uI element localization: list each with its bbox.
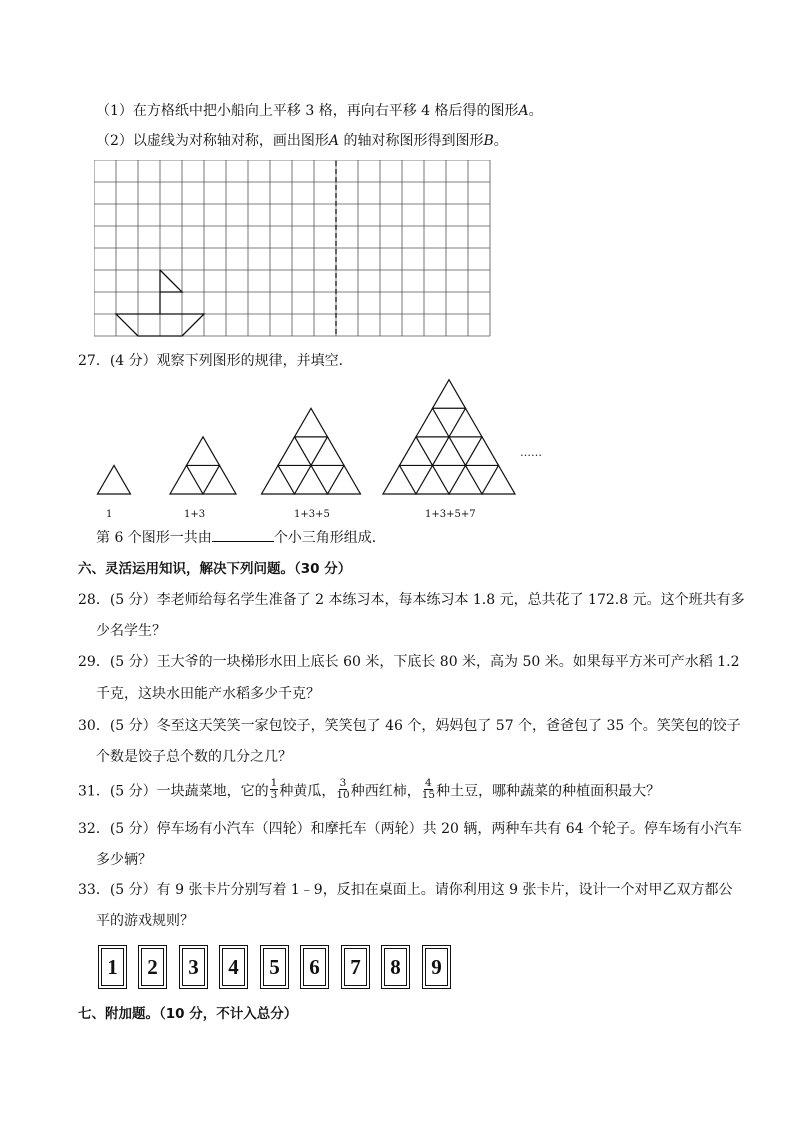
grid-paper (94, 160, 494, 340)
small-triangle (278, 437, 311, 466)
section-7-heading: 七、附加题。（10 分，不计入总分） (78, 1006, 298, 1022)
small-triangle (416, 465, 449, 494)
q33-line1: 33．(5 分）有 9 张卡片分别写着 1﹣9，反扣在桌面上。请你利用这 9 张卡片，设计一个对甲乙双方都公 (78, 882, 733, 898)
q30-line1: 30．(5 分）冬至这天笑笑一家包饺子，笑笑包了 46 个，妈妈包了 57 个，爸爸包了 35 个。笑笑包的饺子 (78, 718, 741, 734)
small-triangle (262, 465, 295, 494)
number-card-4: 4 (219, 945, 248, 989)
small-triangle (449, 408, 482, 437)
small-triangle (466, 437, 499, 466)
pattern-label-4: 1+3+5+7 (425, 509, 476, 520)
small-triangle (482, 465, 515, 494)
small-triangle (203, 465, 236, 494)
number-card-5: 5 (260, 945, 289, 989)
number-card-1: 1 (98, 945, 127, 989)
small-triangle (295, 408, 328, 437)
q33-line2: 平的游戏规则？ (96, 913, 194, 929)
q28-line2: 少名学生？ (96, 623, 166, 639)
small-triangle (170, 465, 203, 494)
small-triangle (449, 465, 482, 494)
q26-part1: （1）在方格纸中把小船向上平移 3 格，再向右平移 4 格后得的图形A。 (96, 103, 543, 119)
small-triangle (187, 437, 220, 466)
number-card-2: 2 (138, 945, 167, 989)
number-card-9: 9 (422, 945, 451, 989)
q29-line1: 29．(5 分）王大爷的一块梯形水田上底长 60 米，下底长 80 米，高为 50 米。如果每平方米可产水稻 1.2 (78, 654, 740, 670)
pattern-ellipsis: …… (520, 446, 542, 459)
number-card-7: 7 (341, 945, 370, 989)
fraction-four-fifteenths: $\frac{4}{15}$ (421, 777, 436, 801)
number-card-6: 6 (300, 945, 329, 989)
small-triangle (400, 437, 433, 466)
small-triangle (433, 380, 466, 409)
answer-blank[interactable] (212, 527, 274, 542)
pattern-label-3: 1+3+5 (294, 509, 330, 520)
fraction-one-third: $\frac{1}{3}$ (270, 777, 278, 801)
small-triangle (416, 408, 449, 437)
small-triangle (328, 465, 361, 494)
q29-line2: 千克，这块水田能产水稻多少千克？ (96, 686, 320, 702)
small-triangle (311, 437, 344, 466)
fraction-three-tenths: $\frac{3}{10}$ (336, 777, 350, 801)
number-card-3: 3 (179, 945, 208, 989)
pattern-label-2: 1+3 (184, 509, 206, 520)
small-triangle (433, 437, 466, 466)
section-6-heading: 六、灵活运用知识，解决下列问题。（30 分） (78, 561, 352, 577)
q31-line: 31．(5 分）一块蔬菜地，它的 $\frac{1}{3}$ 种黄瓜， $\frac{3}{10}$ 种西红柿， $\frac{4}{15}$ 种土豆，哪种蔬菜的种植面积最大？ (78, 777, 661, 801)
q32-line1: 32．(5 分）停车场有小汽车（四轮）和摩托车（两轮）共 20 辆，两种车共有 64 个轮子。停车场有小汽车 (78, 821, 743, 837)
q30-line2: 个数是饺子总个数的几分之几？ (96, 749, 292, 765)
q32-line2: 多少辆？ (96, 852, 152, 868)
number-card-8: 8 (381, 945, 410, 989)
q26-part2: （2）以虚线为对称轴对称，画出图形A 的轴对称图形得到图形B。 (96, 133, 508, 149)
q28-line1: 28．(5 分）李老师给每名学生准备了 2 本练习本，每本练习本 1.8 元，总共花了 172.8 元。这个班共有多 (78, 592, 745, 608)
small-triangle (98, 465, 131, 494)
small-triangle (295, 465, 328, 494)
pattern-label-1: 1 (106, 509, 113, 520)
q27-stem: 27．(4 分）观察下列图形的规律，并填空． (78, 353, 353, 369)
triangle-pattern (90, 378, 560, 500)
q27-fill-blank: 第 6 个图形一共由 个小三角形组成． (96, 527, 386, 548)
small-triangle (383, 465, 416, 494)
